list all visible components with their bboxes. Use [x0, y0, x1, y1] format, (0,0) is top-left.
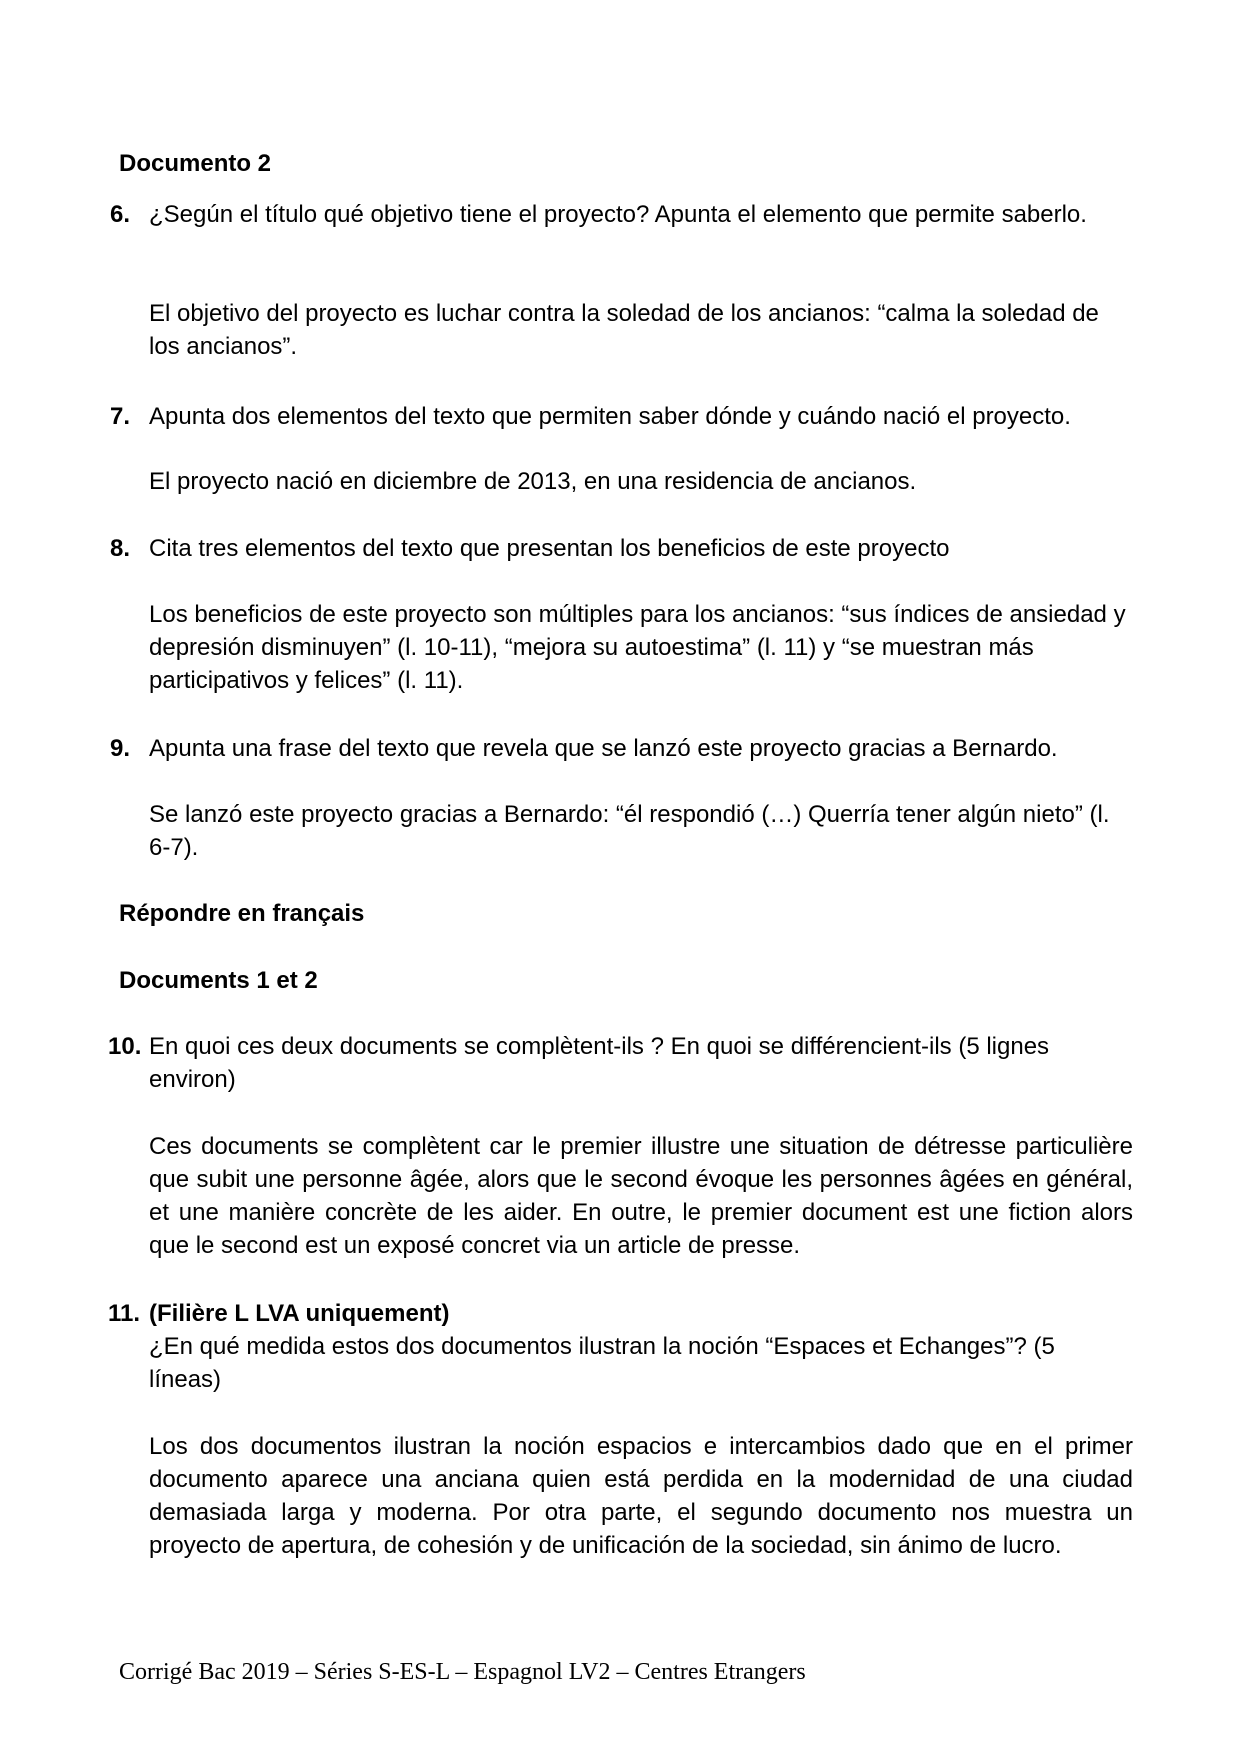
- question-text: Apunta dos elementos del texto que permiten saber dónde y cuándo nació el proyecto.: [149, 403, 1071, 430]
- answer-6: El objetivo del proyecto es luchar contra la soledad de los ancianos: “calma la soledad de los ancianos”.: [149, 300, 1099, 360]
- question-number: 10.: [108, 1033, 142, 1060]
- question-8: [110, 532, 1132, 565]
- question-number: 9.: [110, 735, 131, 762]
- question-text: ¿Según el título qué objetivo tiene el proyecto? Apunta el elemento que permite saberlo.: [149, 201, 1087, 228]
- question-number: 8.: [110, 535, 131, 562]
- page-footer: Corrigé Bac 2019 – Séries S-ES-L – Espagnol LV2 – Centres Etrangers: [119, 1659, 806, 1685]
- question-text: En quoi ces deux documents se complètent-ils ? En quoi se différencient-ils (5 lignes environ): [149, 1033, 1050, 1093]
- section-heading-francais: Répondre en français: [119, 900, 365, 927]
- section-heading-documents-1-2: Documents 1 et 2: [119, 967, 318, 994]
- answer-7: El proyecto nació en diciembre de 2013, en una residencia de ancianos.: [149, 468, 917, 495]
- question-9: [110, 732, 1132, 765]
- question-text: Cita tres elementos del texto que presentan los beneficios de este proyecto: [149, 535, 950, 562]
- answer-9: Se lanzó este proyecto gracias a Bernardo: “él respondió (…) Querría tener algún nieto” (l. 6-7).: [149, 801, 1110, 861]
- question-number: 7.: [110, 403, 131, 430]
- answer-10: Ces documents se complètent car le premier illustre une situation de détresse particulière que subit une personne âgée, alors que le second évoque les personnes âgées en général, et une manière concrète de les aider. En outre, le premier document est une fiction alors que le second est un exposé concret via un article de presse.: [149, 1133, 1133, 1259]
- answer-8: Los beneficios de este proyecto son múltiples para los ancianos: “sus índices de ansiedad y depresión disminuyen” (l. 10-11), “mejora su autoestima” (l. 11) y “se muestran más participativos y felices” (l. 11).: [149, 601, 1126, 694]
- question-text: Apunta una frase del texto que revela que se lanzó este proyecto gracias a Bernardo.: [149, 735, 1058, 762]
- question-10: [110, 1030, 1132, 1096]
- answer-11: Los dos documentos ilustran la noción espacios e intercambios dado que en el primer documento aparece una anciana quien está perdida en la modernidad de una ciudad demasiada larga y moderna. Por otra parte, el segundo documento nos muestra un proyecto de apertura, de cohesión y de unificación de la sociedad, sin ánimo de lucro.: [149, 1433, 1133, 1559]
- question-subtitle: (Filière L LVA uniquement): [149, 1300, 450, 1327]
- question-text: ¿En qué medida estos dos documentos ilustran la noción “Espaces et Echanges”? (5 líneas): [149, 1333, 1055, 1393]
- section-heading-documento-2: Documento 2: [119, 150, 272, 177]
- question-number: 11.: [108, 1300, 141, 1327]
- question-11: [110, 1297, 1132, 1396]
- question-7: [110, 400, 1132, 433]
- question-number: 6.: [110, 201, 131, 228]
- question-6: [110, 198, 1132, 231]
